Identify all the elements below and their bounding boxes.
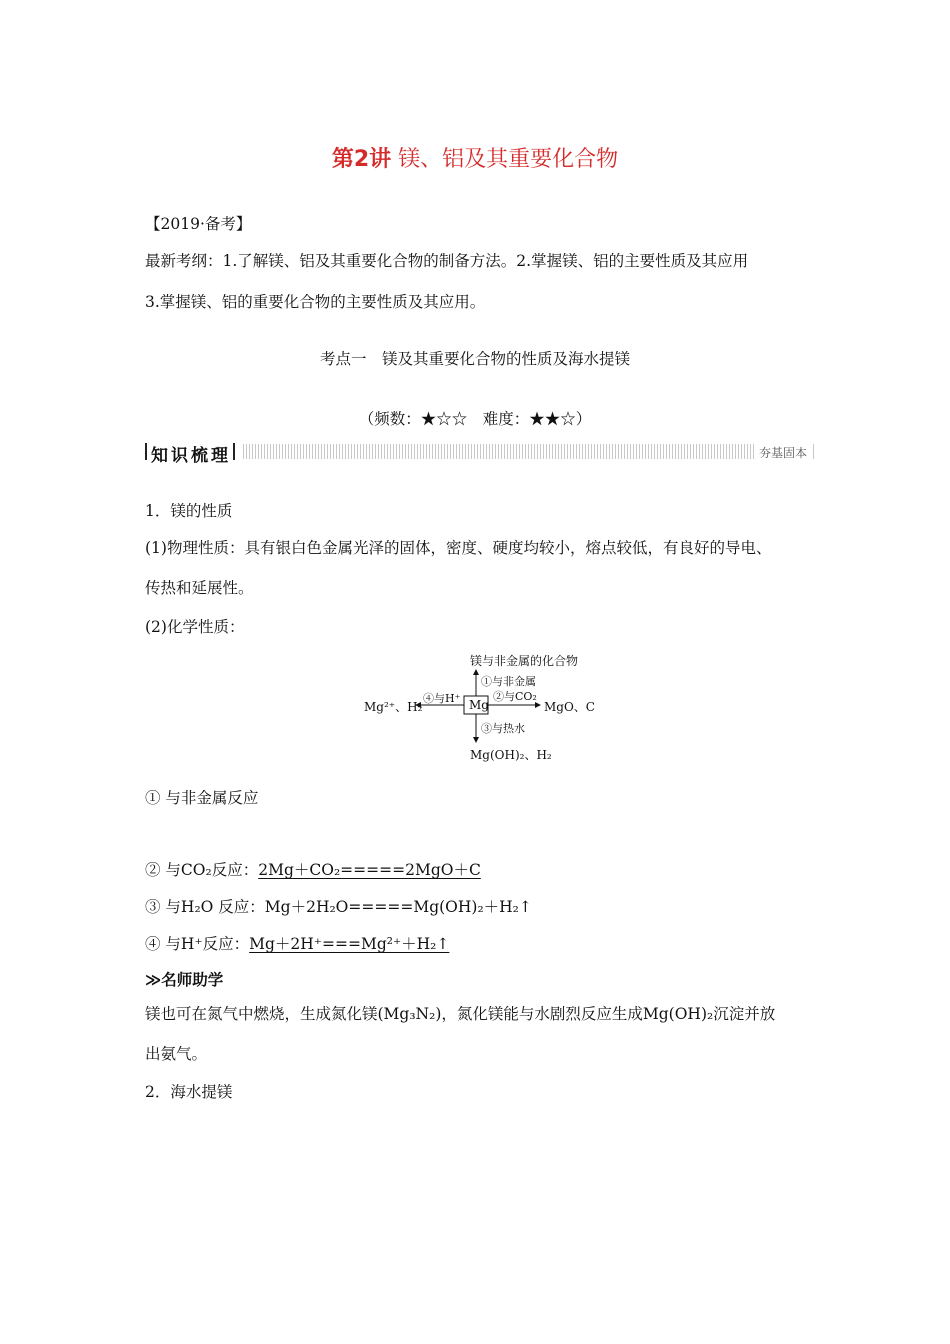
banner-stripes: [243, 444, 815, 459]
lecture-title: 镁、铝及其重要化合物: [398, 147, 619, 172]
top-label: ①与非金属: [481, 675, 536, 688]
syllabus-line-2: 3.掌握镁、铝的重要化合物的主要性质及其应用。: [145, 293, 486, 311]
frequency-rating: （频数：★☆☆ 难度：★★☆）: [358, 410, 592, 428]
syllabus-line-1: 最新考纲：1.了解镁、铝及其重要化合物的制备方法。2.掌握镁、铝的主要性质及其应用: [145, 252, 749, 270]
magnesium-reaction-diagram: [360, 648, 600, 766]
tip-title: ≫名师助学: [145, 971, 224, 989]
page-title: [0, 142, 950, 173]
lecture-number: 第2讲: [331, 147, 392, 172]
left-label: ④与H⁺: [423, 692, 461, 705]
reaction-4-prefix: ④ 与H⁺反应：: [145, 935, 250, 953]
center-element: Mg: [469, 698, 489, 712]
section-heading: 考点一 镁及其重要化合物的性质及海水提镁: [319, 350, 630, 368]
reaction-4-equation: Mg＋2H⁺===Mg²⁺＋H₂↑: [249, 935, 450, 953]
knowledge-banner: [145, 441, 815, 466]
exam-tag: 【2019·备考】: [145, 215, 252, 233]
reaction-2-equation: 2Mg＋CO₂=====2MgO＋C: [258, 861, 481, 879]
banner-tag: 夯基固本: [755, 444, 811, 461]
right-product: MgO、C: [544, 700, 595, 714]
bottom-product: Mg(OH)₂、H₂: [470, 748, 552, 762]
reaction-4: [145, 932, 449, 954]
physical-properties-line-1: (1)物理性质：具有银白色金属光泽的固体，密度、硬度均较小，熔点较低，有良好的导电、: [145, 539, 772, 557]
reaction-2-prefix: ② 与CO₂反应：: [145, 861, 259, 879]
banner-label: 知识梳理: [151, 446, 231, 466]
tip-line-1: 镁也可在氮气中燃烧，生成氮化镁(Mg₃N₂)，氮化镁能与水剧烈反应生成Mg(OH)₂沉淀并放: [145, 1005, 776, 1023]
right-label: ②与CO₂: [493, 690, 537, 703]
bottom-label: ③与热水: [481, 722, 525, 735]
reaction-3: [145, 895, 532, 917]
banner-divider: [145, 443, 147, 460]
banner-divider: [233, 443, 235, 460]
reaction-3-prefix: ③ 与H₂O 反应：: [145, 898, 265, 916]
top-product: 镁与非金属的化合物: [470, 654, 579, 668]
reaction-1: ① 与非金属反应: [145, 789, 259, 807]
reaction-3-equation: Mg＋2H₂O=====Mg(OH)₂＋H₂↑: [264, 898, 532, 916]
item2-heading: 2．海水提镁: [145, 1083, 233, 1101]
chemical-properties-heading: (2)化学性质：: [145, 618, 245, 636]
reaction-2: [145, 858, 481, 880]
left-product: Mg²⁺、H₂: [364, 700, 423, 714]
tip-line-2: 出氨气。: [145, 1045, 208, 1063]
physical-properties-line-2: 传热和延展性。: [145, 579, 254, 597]
item1-heading: 1．镁的性质: [145, 502, 233, 520]
